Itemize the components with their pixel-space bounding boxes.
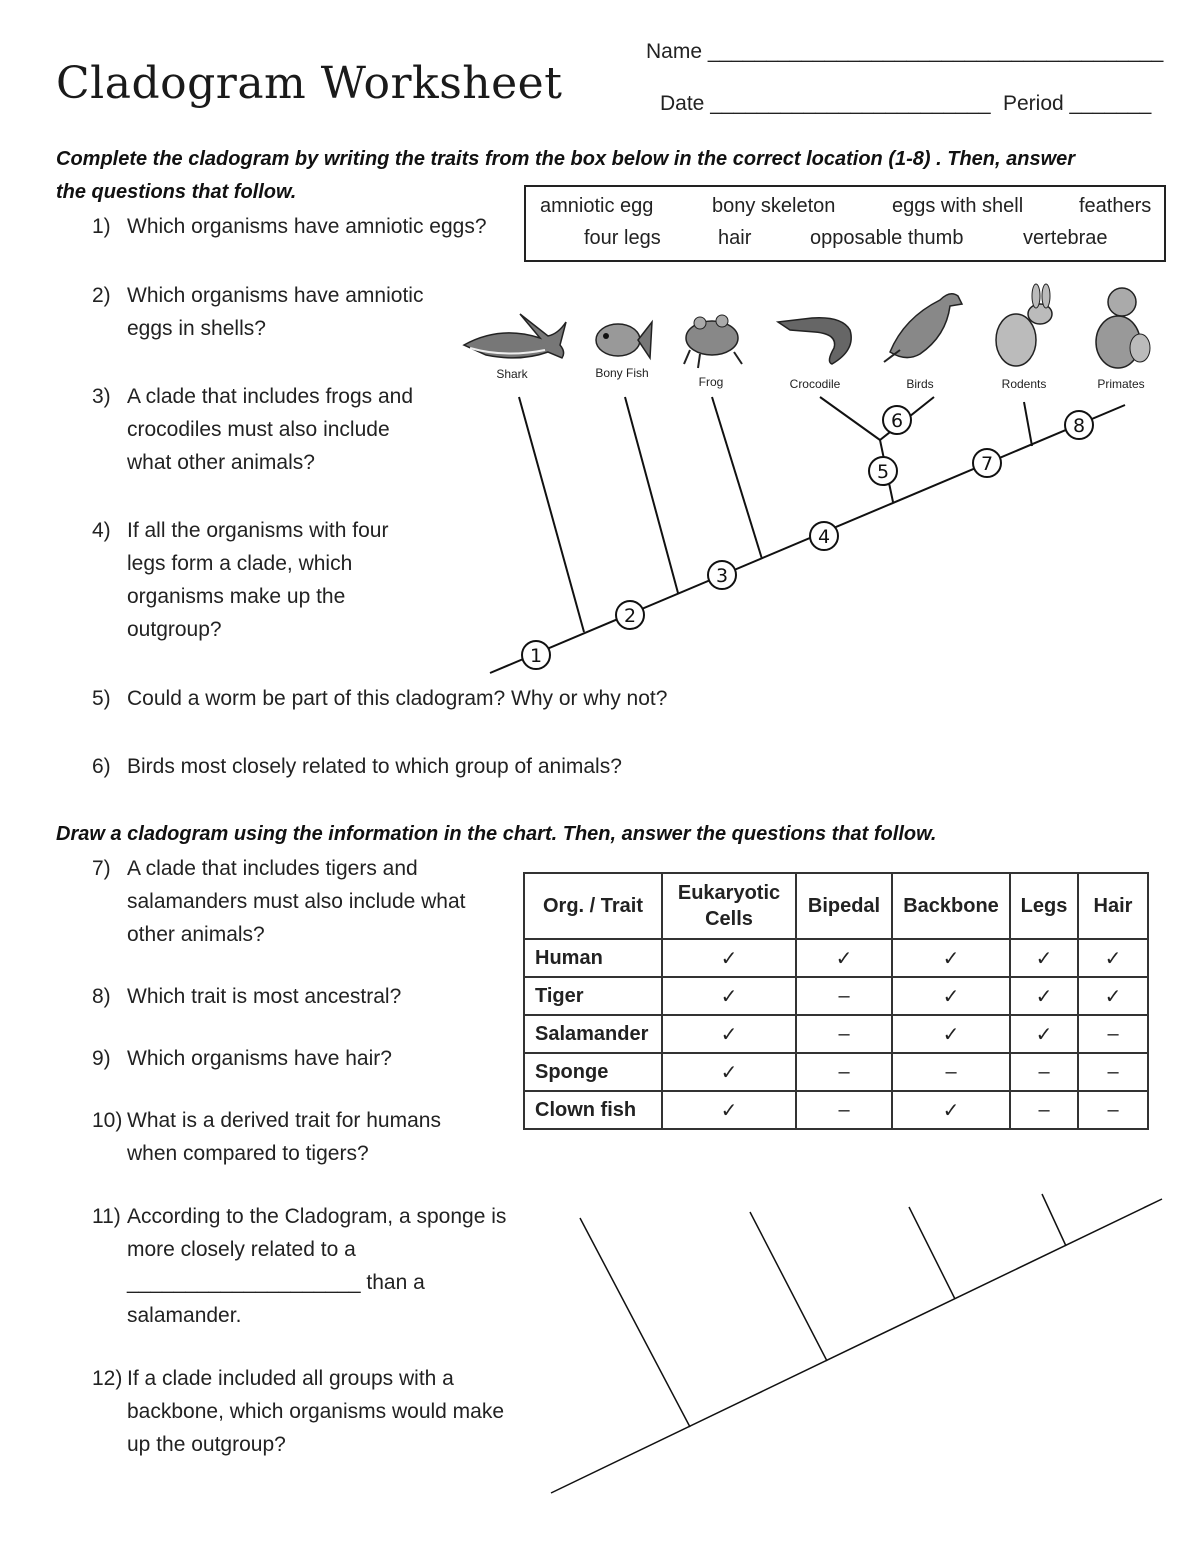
blank-branch [1042,1194,1066,1246]
animal-label-shark: Shark [496,367,528,381]
node-label: 2 [623,605,637,627]
question-text: up the outgroup? [127,1433,286,1456]
table-cell-org: Salamander [524,1015,662,1053]
trait-item: feathers [1079,195,1152,217]
question-text: Which organisms have amniotic eggs? [127,215,487,238]
question-number: 9) [92,1047,111,1070]
trait-item: four legs [584,227,661,249]
question-text: eggs in shells? [127,317,266,340]
question-text: crocodiles must also include [127,418,390,441]
fish-icon [596,322,652,358]
table-row [524,977,1148,1015]
blank-cladogram[interactable] [0,1150,1200,1550]
question-text: Which trait is most ancestral? [127,985,402,1008]
table-cell: ✓ [662,939,796,977]
question-number: 4) [92,519,111,542]
question-number: 2) [92,284,111,307]
table-header: Legs [1010,873,1078,939]
table-cell: – [1078,1091,1148,1129]
table-cell: – [892,1053,1010,1091]
branch-crocodile [820,397,880,440]
question-text: when compared to tigers? [127,1142,369,1165]
question-number: 5) [92,687,111,710]
table-cell-org: Sponge [524,1053,662,1091]
question-text: legs form a clade, which [127,552,353,575]
table-header: Org. / Trait [524,873,662,939]
table-cell: – [796,1015,892,1053]
name-field[interactable]: Name _______________________________________ [646,40,1164,63]
table-cell: ✓ [1010,977,1078,1015]
question-text: backbone, which organisms would make [127,1400,505,1423]
table-cell: – [1078,1053,1148,1091]
table-cell: – [1010,1053,1078,1091]
page-title: Cladogram Worksheet [56,58,563,109]
node-label: 7 [980,453,994,475]
trait-item: vertebrae [1023,227,1108,249]
table-header: Eukaryotic Cells [662,873,796,939]
section1-instruction-line2: the questions that follow. [56,181,297,203]
question-text: Which organisms have hair? [127,1047,392,1070]
table-row [524,939,1148,977]
section1-instruction-line1: Complete the cladogram by writing the traits from the box below in the correct location (1-8) . Then, answer [56,148,1076,170]
trait-chart [523,872,1149,1130]
table-cell-org: Clown fish [524,1091,662,1129]
question-number: 8) [92,985,111,1008]
table-cell: ✓ [796,939,892,977]
node-label: 5 [876,461,890,483]
blank-branch [750,1212,827,1361]
table-cell: – [796,1053,892,1091]
trait-item: bony skeleton [712,195,836,217]
table-cell: – [796,977,892,1015]
question-number: 10) [92,1109,123,1132]
table-header: Backbone [892,873,1010,939]
trait-item: amniotic egg [540,195,654,217]
table-cell-org: Tiger [524,977,662,1015]
table-cell-org: Human [524,939,662,977]
table-row [524,1015,1148,1053]
question-text: According to the Cladogram, a sponge is [127,1205,507,1228]
period-field[interactable]: Period _______ [1003,92,1152,115]
blank-cladogram-main-line [551,1199,1162,1493]
table-cell: ✓ [662,1091,796,1129]
question-text: If a clade included all groups with a [127,1367,454,1390]
question-text: organisms make up the [127,585,346,608]
table-cell: ✓ [892,1015,1010,1053]
table-cell: ✓ [1078,939,1148,977]
question-number: 6) [92,755,111,778]
table-row [524,1053,1148,1091]
table-header: Hair [1078,873,1148,939]
question-text: ____________________ than a [127,1271,425,1294]
question-8 [92,980,512,1013]
branch-shark [519,397,584,632]
question-text: Could a worm be part of this cladogram? Why or why not? [127,687,668,710]
question-number: 11) [92,1205,121,1228]
blank-branch [909,1207,955,1299]
question-text: If all the organisms with four [127,519,389,542]
animal-label-frog: Frog [698,375,724,389]
animal-label-primates: Primates [1097,377,1145,391]
table-cell: – [796,1091,892,1129]
question-text: what other animals? [127,451,315,474]
question-text: outgroup? [127,618,222,641]
branch-frog [712,397,762,559]
table-cell: ✓ [892,939,1010,977]
cladogram-diagram [0,0,1200,700]
crocodile-icon [778,318,851,364]
frog-icon [684,315,742,368]
table-header: Bipedal [796,873,892,939]
animal-label-birds: Birds [906,377,934,391]
table-cell: ✓ [662,1053,796,1091]
question-number: 7) [92,857,111,880]
animal-label-rodents: Rodents [1001,377,1047,391]
trait-chart-header-row [524,873,1148,939]
animal-label-bony-fish: Bony Fish [595,366,649,380]
question-text: Birds most closely related to which group of animals? [127,755,622,778]
question-text: Which organisms have amniotic [127,284,424,307]
node-label: 1 [529,645,543,667]
question-text: other animals? [127,923,265,946]
section2-instruction: Draw a cladogram using the information in the chart. Then, answer the questions that follow. [56,823,937,845]
monkey-icon [1096,288,1150,368]
table-row [524,1091,1148,1129]
table-cell: – [1078,1015,1148,1053]
branch-bony-fish [625,397,678,593]
node-label: 8 [1072,415,1086,437]
question-text: salamanders must also include what [127,890,466,913]
table-cell: ✓ [892,1091,1010,1129]
table-cell: ✓ [892,977,1010,1015]
node-label: 4 [817,526,831,548]
table-cell: – [1010,1091,1078,1129]
table-cell: ✓ [1078,977,1148,1015]
table-cell: ✓ [662,1015,796,1053]
trait-item: eggs with shell [892,195,1024,217]
bird-icon [884,294,962,362]
question-number: 3) [92,385,111,408]
table-cell: ✓ [662,977,796,1015]
question-number: 12) [92,1367,123,1390]
question-text: more closely related to a [127,1238,356,1261]
animal-label-crocodile: Crocodile [789,377,841,391]
question-7 [92,852,512,951]
shark-icon [464,314,566,358]
rabbit-icon [996,284,1052,366]
node-label: 6 [890,410,904,432]
question-number: 1) [92,215,111,238]
question-text: A clade that includes frogs and [127,385,414,408]
question-text: salamander. [127,1304,242,1327]
branch-rodents [1024,402,1032,446]
question-text: A clade that includes tigers and [127,857,418,880]
table-cell: ✓ [1010,1015,1078,1053]
table-cell: ✓ [1010,939,1078,977]
trait-item: opposable thumb [810,227,964,249]
cladogram-main-line [490,405,1125,673]
question-text: What is a derived trait for humans [127,1109,441,1132]
trait-item: hair [718,227,752,249]
question-6 [92,750,792,783]
date-field[interactable]: Date ________________________ [660,92,991,115]
question-9 [92,1042,512,1075]
node-label: 3 [715,565,729,587]
blank-branch [580,1218,690,1427]
